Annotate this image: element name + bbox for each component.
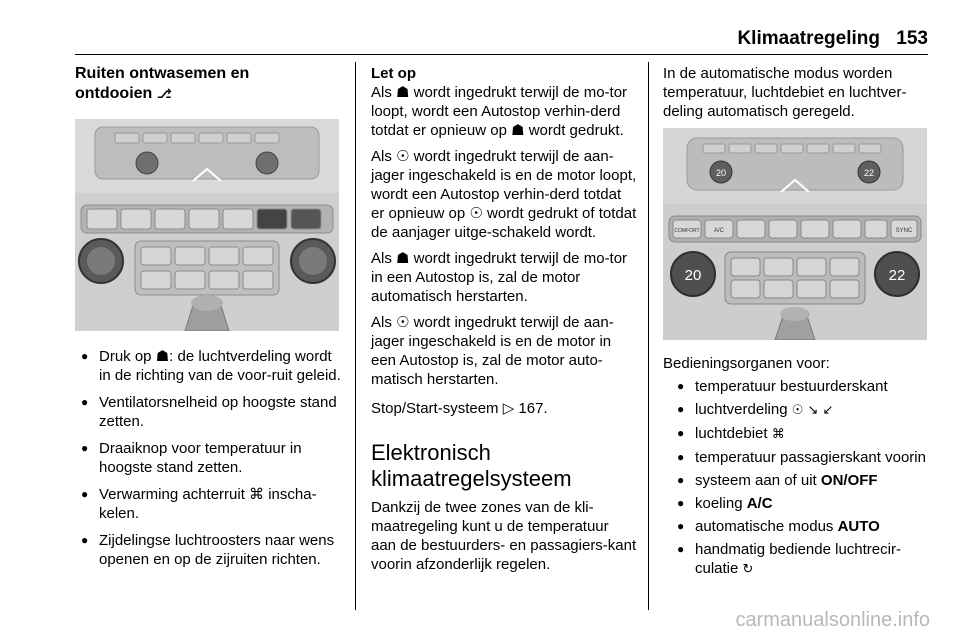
- cross-reference: Stop/Start-systeem ▷ 167.: [371, 400, 548, 417]
- list-item: ● Verwarming achterruit ⌘ inscha-kelen.: [75, 485, 343, 523]
- watermark: carmanualsonline.info: [735, 609, 930, 631]
- panel-illustration: [75, 119, 339, 331]
- section-paragraph: Dankzij de twee zones van de kli-maatregeling kunt u de temperatuur aan de bestuurders- en passagiers-kant voorin afzonderlijk regelen.: [371, 499, 637, 573]
- note-title: Let op: [371, 65, 416, 82]
- temp-knob-left: 20: [684, 267, 702, 284]
- windshield-defrost-icon: ⎇: [156, 87, 172, 102]
- item-text: luchtverdeling: [695, 401, 792, 418]
- list-item: [671, 424, 929, 444]
- column-left: [75, 64, 343, 577]
- item-text: automatische modus: [695, 518, 838, 535]
- fan-icon: ⌘: [771, 427, 785, 442]
- climate-panel-photo-right: [663, 128, 927, 340]
- heading-line: Ruiten ontwasemen en: [75, 65, 250, 82]
- climate-panel-photo-left: [75, 119, 339, 331]
- controls-label: Bedieningsorganen voor:: [663, 355, 830, 372]
- list-item: [671, 471, 929, 490]
- section-heading-electronic: [371, 440, 637, 492]
- sync-button-label: SYNC: [895, 228, 913, 234]
- small-temp-right: 22: [863, 168, 875, 178]
- item-text: koeling: [695, 495, 747, 512]
- heading-line: Elektronisch: [371, 440, 491, 465]
- list-item: [671, 517, 929, 536]
- list-item: ● Zijdelingse luchtroosters naar wens openen en op de zijruiten richten.: [75, 531, 343, 569]
- column-right: [663, 64, 929, 583]
- column-divider: [355, 62, 356, 610]
- item-text: systeem aan of uit: [695, 472, 821, 489]
- heading-line: klimaatregelsysteem: [371, 466, 572, 491]
- list-item: ● Druk op ☗: de luchtverdeling wordt in de richting van de voor-ruit geleid.: [75, 347, 343, 385]
- list-item: ● Ventilatorsnelheid op hoogste stand zetten.: [75, 393, 343, 431]
- recirculation-icon: ↻: [742, 562, 754, 577]
- item-bold: ON/OFF: [820, 472, 878, 489]
- column-middle: [371, 64, 637, 581]
- ac-button-label: A/C: [713, 228, 725, 234]
- page-number: 153: [896, 28, 928, 49]
- list-item: [671, 494, 929, 513]
- intro-paragraph: In de automatische modus worden temperatuur, luchtdebiet en luchtver-deling automatisch geregeld.: [663, 65, 907, 120]
- item-text: handmatig bediende luchtrecir-culatie: [695, 541, 901, 577]
- small-temp-left: 20: [715, 168, 727, 178]
- note-paragraph: Als ☗ wordt ingedrukt terwijl de mo-tor loopt, wordt een Autostop verhin-derd totdat er opnieuw op ☗ wordt gedrukt.: [371, 84, 628, 139]
- air-distribution-icons: ☉ ↘ ↙: [791, 403, 834, 418]
- note-paragraph: Als ☉ wordt ingedrukt terwijl de aan-jager ingeschakeld is en de motor in een Autostop is, zal de motor auto-matisch herstarten.: [371, 314, 614, 388]
- section-heading-defrost: [75, 64, 343, 105]
- list-item: ● Draaiknop voor temperatuur in hoogste stand zetten.: [75, 439, 343, 477]
- temp-knob-right: 22: [888, 267, 906, 284]
- item-text: temperatuur passagierskant voorin: [695, 449, 926, 466]
- list-item: [671, 540, 929, 579]
- chapter-title: Klimaatregeling: [737, 28, 880, 49]
- comfort-button-label: COMFORT: [674, 228, 700, 234]
- list-item: [671, 400, 929, 420]
- defrost-steps-list: [75, 347, 343, 569]
- list-item: [671, 448, 929, 467]
- item-bold: A/C: [746, 495, 773, 512]
- item-bold: AUTO: [837, 518, 880, 535]
- note-paragraph: Als ☉ wordt ingedrukt terwijl de aan-jager ingeschakeld is en de motor loopt, wordt een Autostop verhin-derd totdat er opnieuw op ☉ wordt gedrukt of totdat de aanjager uitge-schakeld wordt.: [371, 148, 637, 241]
- item-text: luchtdebiet: [695, 425, 772, 442]
- controls-list: [663, 377, 929, 579]
- header-rule: [75, 54, 928, 55]
- item-text: temperatuur bestuurderskant: [695, 378, 888, 395]
- heading-line: ontdooien: [75, 85, 153, 102]
- panel-illustration: [663, 128, 927, 340]
- list-item: [671, 377, 929, 396]
- column-divider: [648, 62, 649, 610]
- page-header: [0, 0, 960, 56]
- note-paragraph: Als ☗ wordt ingedrukt terwijl de mo-tor in een Autostop is, zal de motor automatisch herstarten.: [371, 250, 628, 305]
